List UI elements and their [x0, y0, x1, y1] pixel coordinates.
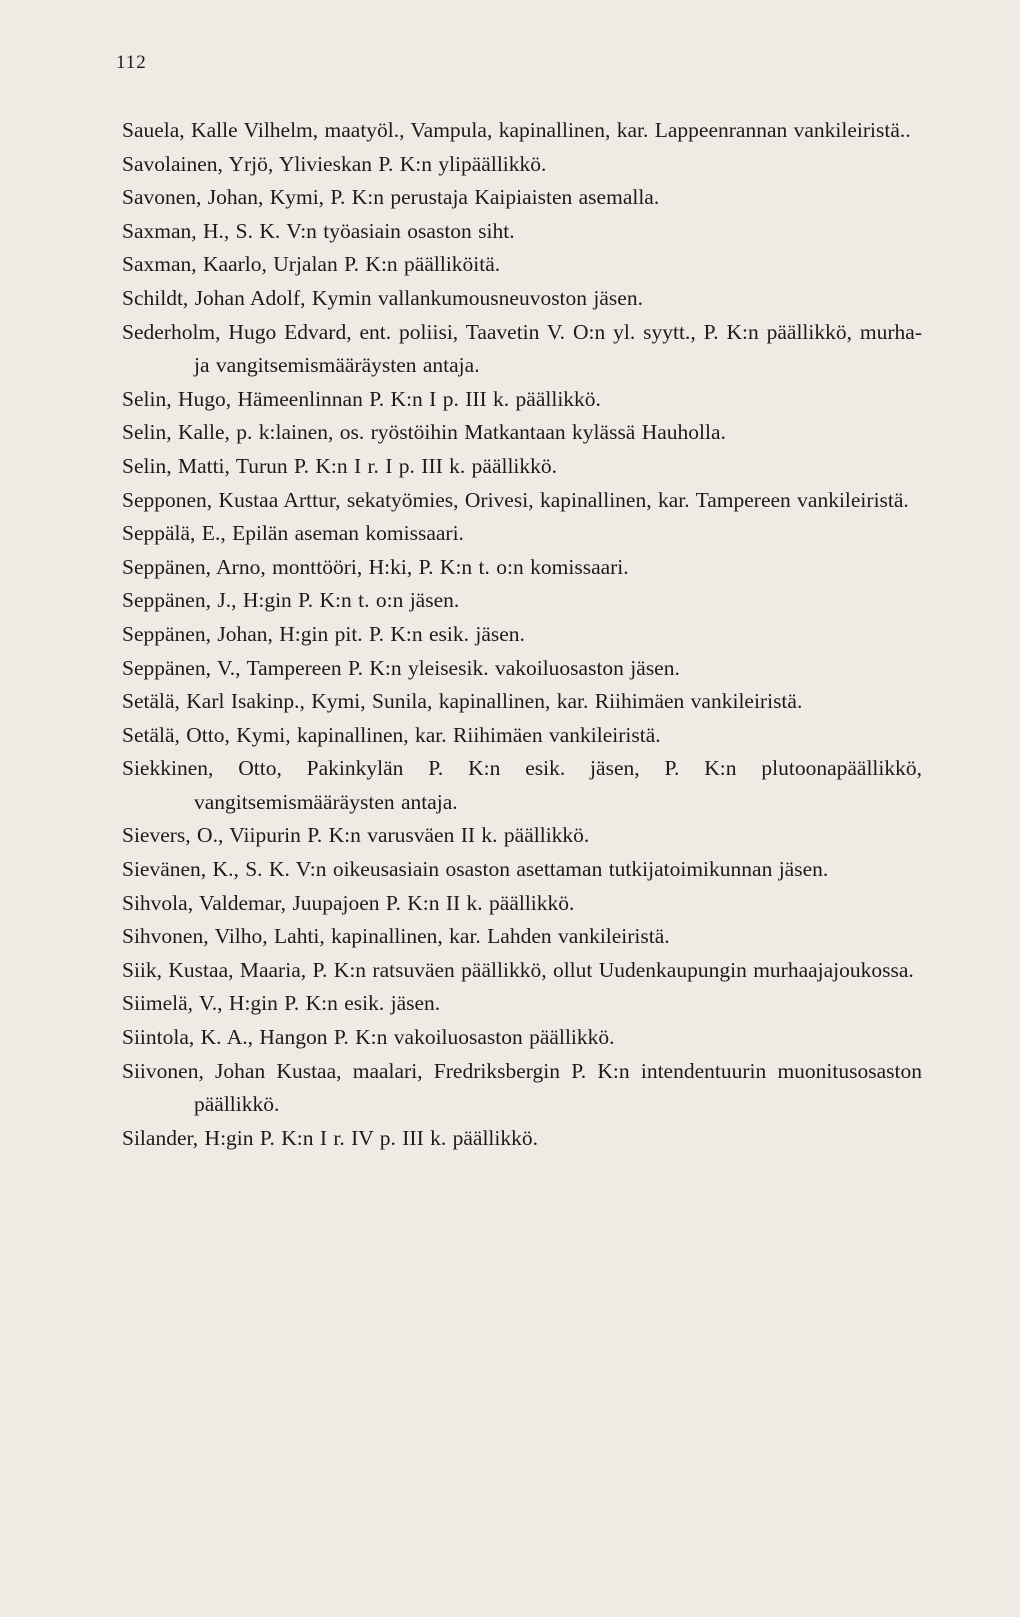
index-entry: Siik, Kustaa, Maaria, P. K:n ratsuväen päällikkö, ollut Uudenkaupungin murhaajajoukossa.: [122, 957, 914, 982]
index-entry: Savonen, Johan, Kymi, P. K:n perustaja Kaipiaisten asemalla.: [122, 185, 660, 210]
index-entry: Selin, Matti, Turun P. K:n I r. I p. III k. päällikkö.: [122, 453, 558, 478]
name-index-list: [122, 114, 922, 1155]
index-entry: Sepponen, Kustaa Arttur, sekatyömies, Orivesi, kapinallinen, kar. Tampereen vankileiristä.: [122, 487, 909, 512]
index-entry: Sievänen, K., S. K. V:n oikeusasiain osaston asettaman tutkijatoimikunnan jäsen.: [122, 857, 829, 882]
index-entry: Seppänen, Arno, monttööri, H:ki, P. K:n t. o:n komissaari.: [122, 554, 629, 579]
index-entry: Siimelä, V., H:gin P. K:n esik. jäsen.: [122, 991, 441, 1016]
index-entry: Schildt, Johan Adolf, Kymin vallankumousneuvoston jäsen.: [122, 285, 643, 310]
index-entry: Setälä, Karl Isakinp., Kymi, Sunila, kapinallinen, kar. Riihimäen vankileiristä.: [122, 689, 803, 714]
index-entry: Siekkinen, Otto, Pakinkylän P. K:n esik. jäsen, P. K:n plutoonapäällikkö, vangitsemismääräysten antaja.: [122, 756, 922, 814]
index-entry: Saxman, H., S. K. V:n työasiain osaston siht.: [122, 218, 515, 243]
index-entry: Setälä, Otto, Kymi, kapinallinen, kar. Riihimäen vankileiristä.: [122, 722, 661, 747]
index-entry: Selin, Kalle, p. k:lainen, os. ryöstöihin Matkantaan kylässä Hauholla.: [122, 420, 726, 445]
index-entry: Seppälä, E., Epilän aseman komissaari.: [122, 521, 464, 546]
index-entry: Seppänen, Johan, H:gin pit. P. K:n esik. jäsen.: [122, 621, 525, 646]
index-entry: Saxman, Kaarlo, Urjalan P. K:n päälliköitä.: [122, 252, 501, 277]
index-entry: Seppänen, V., Tampereen P. K:n yleisesik. vakoiluosaston jäsen.: [122, 655, 680, 680]
index-entry: Sederholm, Hugo Edvard, ent. poliisi, Taavetin V. O:n yl. syytt., P. K:n päällikkö, murha- ja vangitsemismääräysten antaja.: [122, 319, 922, 378]
index-entry: Sihvonen, Vilho, Lahti, kapinallinen, kar. Lahden vankileiristä.: [122, 924, 670, 949]
index-entry: Savolainen, Yrjö, Ylivieskan P. K:n ylipäällikkö.: [122, 151, 547, 176]
index-entry: Selin, Hugo, Hämeenlinnan P. K:n I p. III k. päällikkö.: [122, 386, 601, 411]
index-entry: Sihvola, Valdemar, Juupajoen P. K:n II k. päällikkö.: [122, 890, 575, 915]
index-entry: Sievers, O., Viipurin P. K:n varusväen II k. päällikkö.: [122, 823, 590, 848]
index-entry: Sauela, Kalle Vilhelm, maatyöl., Vampula, kapinallinen, kar. Lappeenrannan vankileiristä..: [122, 118, 911, 142]
index-entry: Silander, H:gin P. K:n I r. IV p. III k. päällikkö.: [122, 1125, 539, 1150]
index-entry: Siintola, K. A., Hangon P. K:n vakoiluosaston päällikkö.: [122, 1025, 615, 1050]
index-entry: Seppänen, J., H:gin P. K:n t. o:n jäsen.: [122, 588, 460, 613]
page-number: 112: [116, 52, 147, 73]
index-entry: Siivonen, Johan Kustaa, maalari, Fredriksbergin P. K:n intendentuurin muonitusosaston päällikkö.: [122, 1058, 922, 1117]
